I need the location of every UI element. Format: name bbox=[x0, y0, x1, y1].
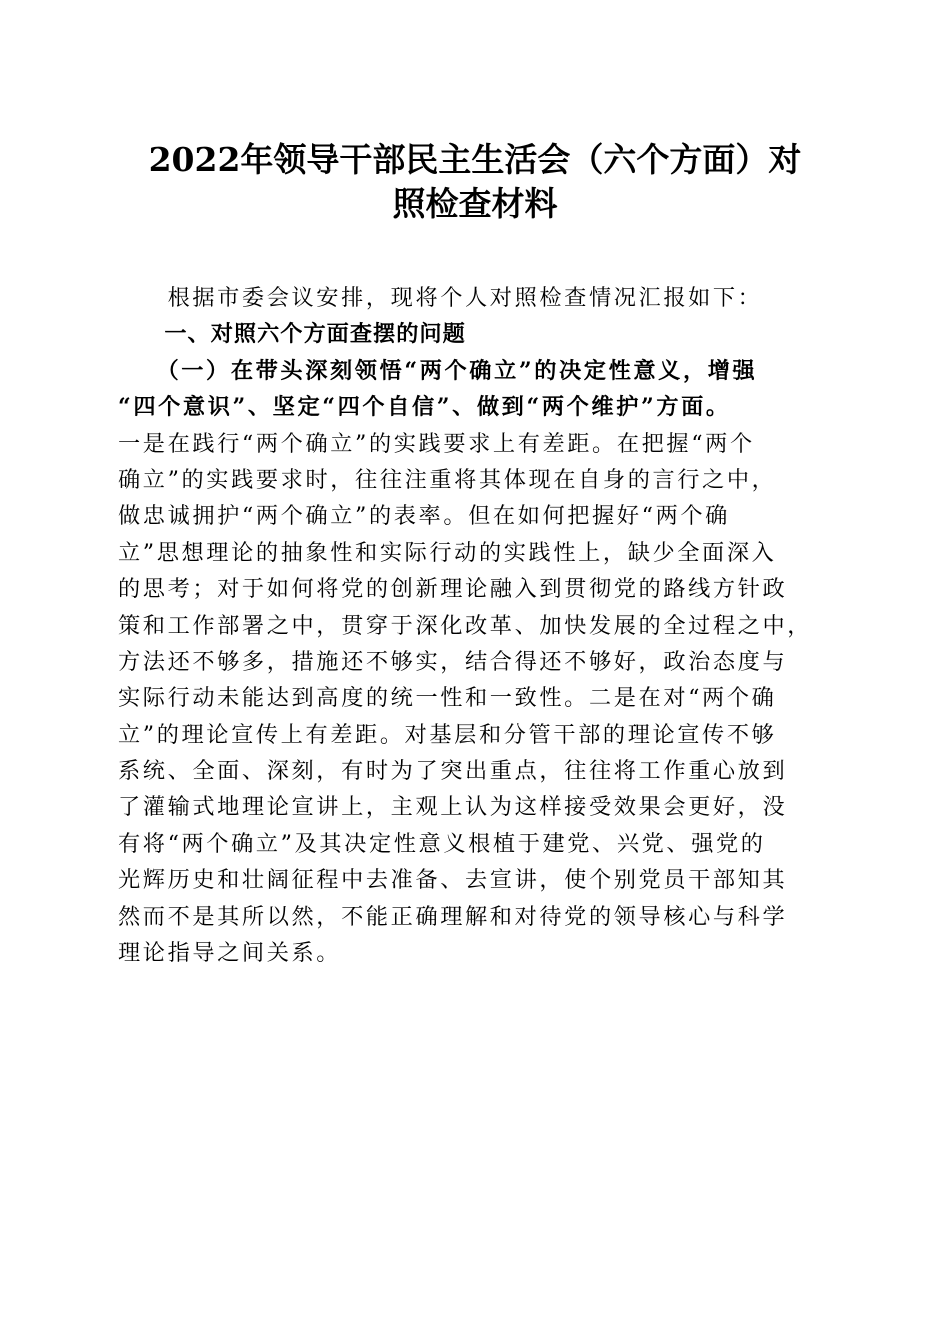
body-line: 一是在践行“两个确立”的实践要求上有差距。在把握“两个 bbox=[118, 430, 755, 457]
body-line: 立”思想理论的抽象性和实际行动的实践性上，缺少全面深入 bbox=[118, 539, 777, 566]
body-line: 做忠诚拥护“两个确立”的表率。但在如何把握好“两个确 bbox=[118, 503, 730, 530]
body-line: 理论指导之间关系。 bbox=[118, 940, 342, 967]
subsection-heading-1-cont: “四个意识”、坚定“四个自信”、做到“两个维护”方面。 bbox=[118, 394, 731, 421]
body-line: 方法还不够多，措施还不够实，结合得还不够好，政治态度与 bbox=[118, 648, 788, 675]
intro-paragraph: 根据市委会议安排，现将个人对照检查情况汇报如下： bbox=[118, 285, 763, 311]
body-line: 立”的理论宣传上有差距。对基层和分管干部的理论宣传不够 bbox=[118, 721, 777, 748]
body-line: 然而不是其所以然，不能正确理解和对待党的领导核心与科学 bbox=[118, 903, 788, 930]
body-line: 策和工作部署之中，贯穿于深化改革、加快发展的全过程之中， bbox=[118, 612, 813, 639]
section-heading-1: 一、对照六个方面查摆的问题 bbox=[118, 321, 466, 348]
document-body bbox=[118, 280, 848, 971]
body-line: 了灌输式地理论宣讲上，主观上认为这样接受效果会更好，没 bbox=[118, 794, 788, 821]
body-line: 实际行动未能达到高度的统一性和一致性。二是在对“两个确 bbox=[118, 685, 777, 712]
body-line: 有将“两个确立”及其决定性意义根植于建党、兴党、强党的 bbox=[118, 830, 766, 857]
body-line: 确立”的实践要求时，往往注重将其体现在自身的言行之中， bbox=[118, 466, 777, 493]
title-line-1: 2022年领导干部民主生活会（六个方面）对 bbox=[148, 140, 802, 179]
document-title bbox=[100, 138, 850, 226]
body-line: 光辉历史和壮阔征程中去准备、去宣讲，使个别党员干部知其 bbox=[118, 867, 788, 894]
body-line: 系统、全面、深刻，有时为了突出重点，往往将工作重心放到 bbox=[118, 758, 788, 785]
body-line: 的思考；对于如何将党的创新理论融入到贯彻党的路线方针政 bbox=[118, 576, 788, 603]
subsection-heading-1: （一）在带头深刻领悟“两个确立”的决定性意义，增强 bbox=[118, 357, 758, 384]
title-line-2: 照检查材料 bbox=[392, 184, 558, 223]
